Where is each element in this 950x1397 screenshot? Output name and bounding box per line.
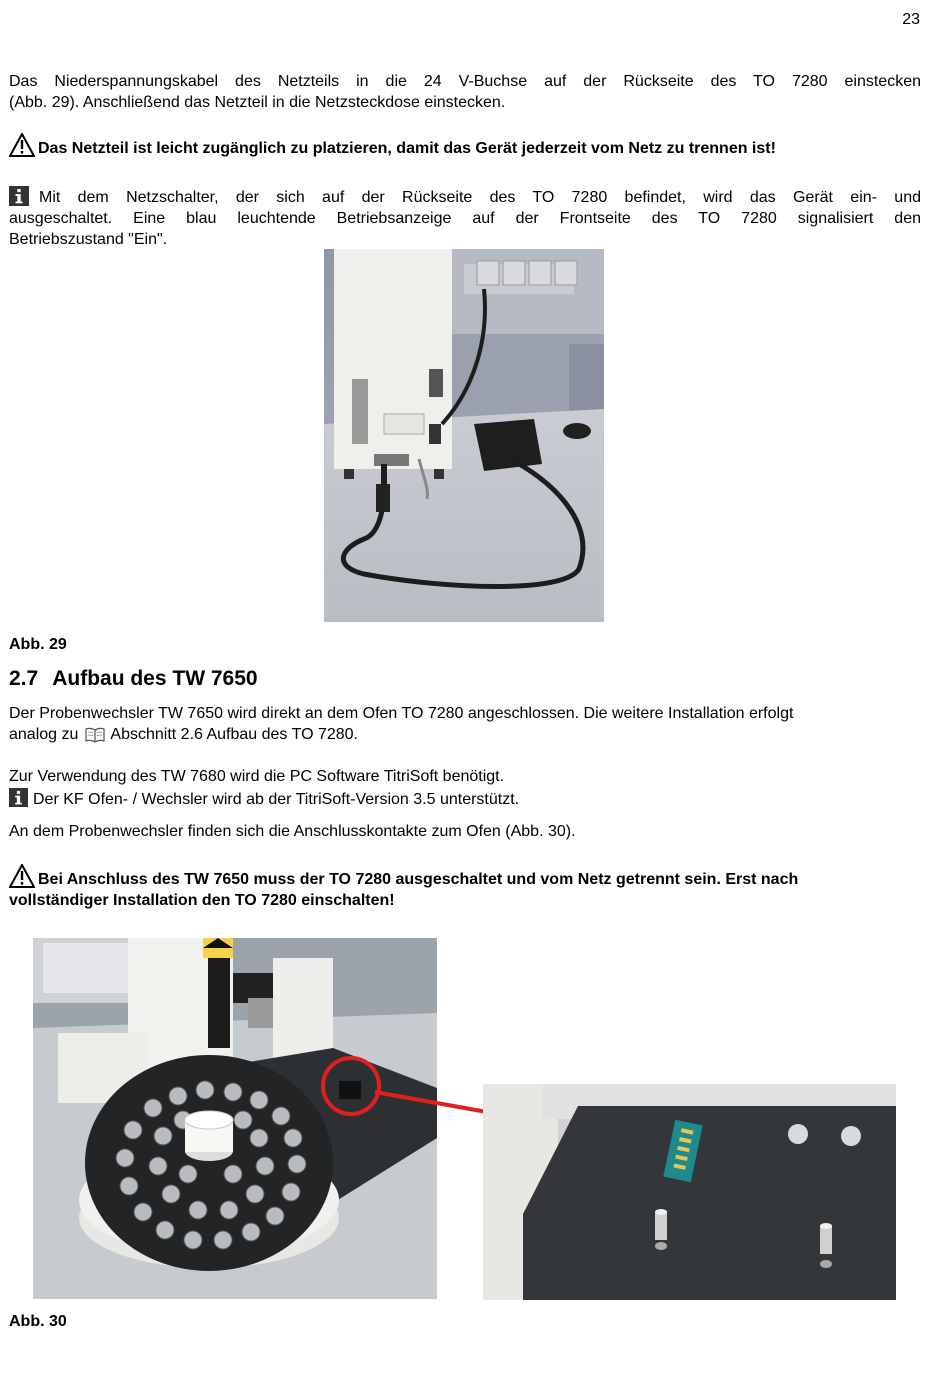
warning-power-supply-text: Das Netzteil ist leicht zugänglich zu platzieren, damit das Gerät jederzeit vom Netz zu trennen ist! (38, 140, 776, 157)
installation-line-2-post: Abschnitt 2.6 Aufbau des TO 7280. (110, 726, 358, 743)
info-line-2: ausgeschaltet. Eine blau leuchtende Betriebsanzeige auf der Frontseite des TO 7280 signalisiert den (9, 210, 921, 227)
intro-line-2: (Abb. 29). Anschließend das Netzteil in die Netzsteckdose einstecken. (9, 94, 506, 111)
page-number: 23 (902, 11, 920, 28)
intro-paragraph (9, 71, 921, 113)
info-icon (9, 186, 29, 206)
book-icon (85, 727, 105, 743)
software-paragraph: Zur Verwendung des TW 7680 wird die PC Software TitriSoft benötigt. (9, 768, 505, 785)
info-power-switch (9, 186, 921, 250)
installation-paragraph (9, 703, 929, 745)
section-number: 2.7 (9, 667, 39, 690)
figure-30-photo-connector-detail (483, 1084, 896, 1300)
info-line-3: Betriebszustand "Ein". (9, 231, 168, 248)
warning-triangle-icon (9, 864, 35, 888)
warning-power-supply (9, 133, 929, 159)
installation-line-1: Der Probenwechsler TW 7650 wird direkt an dem Ofen TO 7280 angeschlossen. Die weitere Installation erfolgt (9, 705, 794, 722)
figure-30-caption: Abb. 30 (9, 1313, 67, 1330)
installation-line-2-pre: analog zu (9, 726, 79, 743)
installation-line-2 (9, 724, 929, 745)
figure-29-caption: Abb. 29 (9, 636, 67, 653)
contacts-paragraph: An dem Probenwechsler finden sich die Anschlusskontakte zum Ofen (Abb. 30). (9, 823, 576, 840)
figure-29-photo (324, 249, 604, 622)
section-title: Aufbau des TW 7650 (52, 667, 258, 690)
info-line-1-wrap (9, 186, 921, 208)
warning-connection-line-2: vollständiger Installation den TO 7280 einschalten! (9, 892, 395, 909)
section-heading (9, 666, 258, 692)
warning-triangle-icon (9, 133, 35, 157)
info-version (9, 788, 519, 810)
intro-line-1: Das Niederspannungskabel des Netzteils in die 24 V-Buchse auf der Rückseite des TO 7280 einstecken (9, 73, 921, 90)
warning-connection-line-1 (9, 864, 929, 890)
info-version-text: Der KF Ofen- / Wechsler wird ab der TitriSoft-Version 3.5 unterstützt. (33, 791, 520, 808)
info-line-1: Mit dem Netzschalter, der sich auf der Rückseite des TO 7280 befindet, wird das Gerät ein- und (39, 189, 921, 206)
warning-connection (9, 864, 929, 911)
warning-connection-text-1: Bei Anschluss des TW 7650 muss der TO 7280 ausgeschaltet und vom Netz getrennt sein. Erst nach (38, 871, 799, 888)
info-icon (9, 788, 28, 807)
